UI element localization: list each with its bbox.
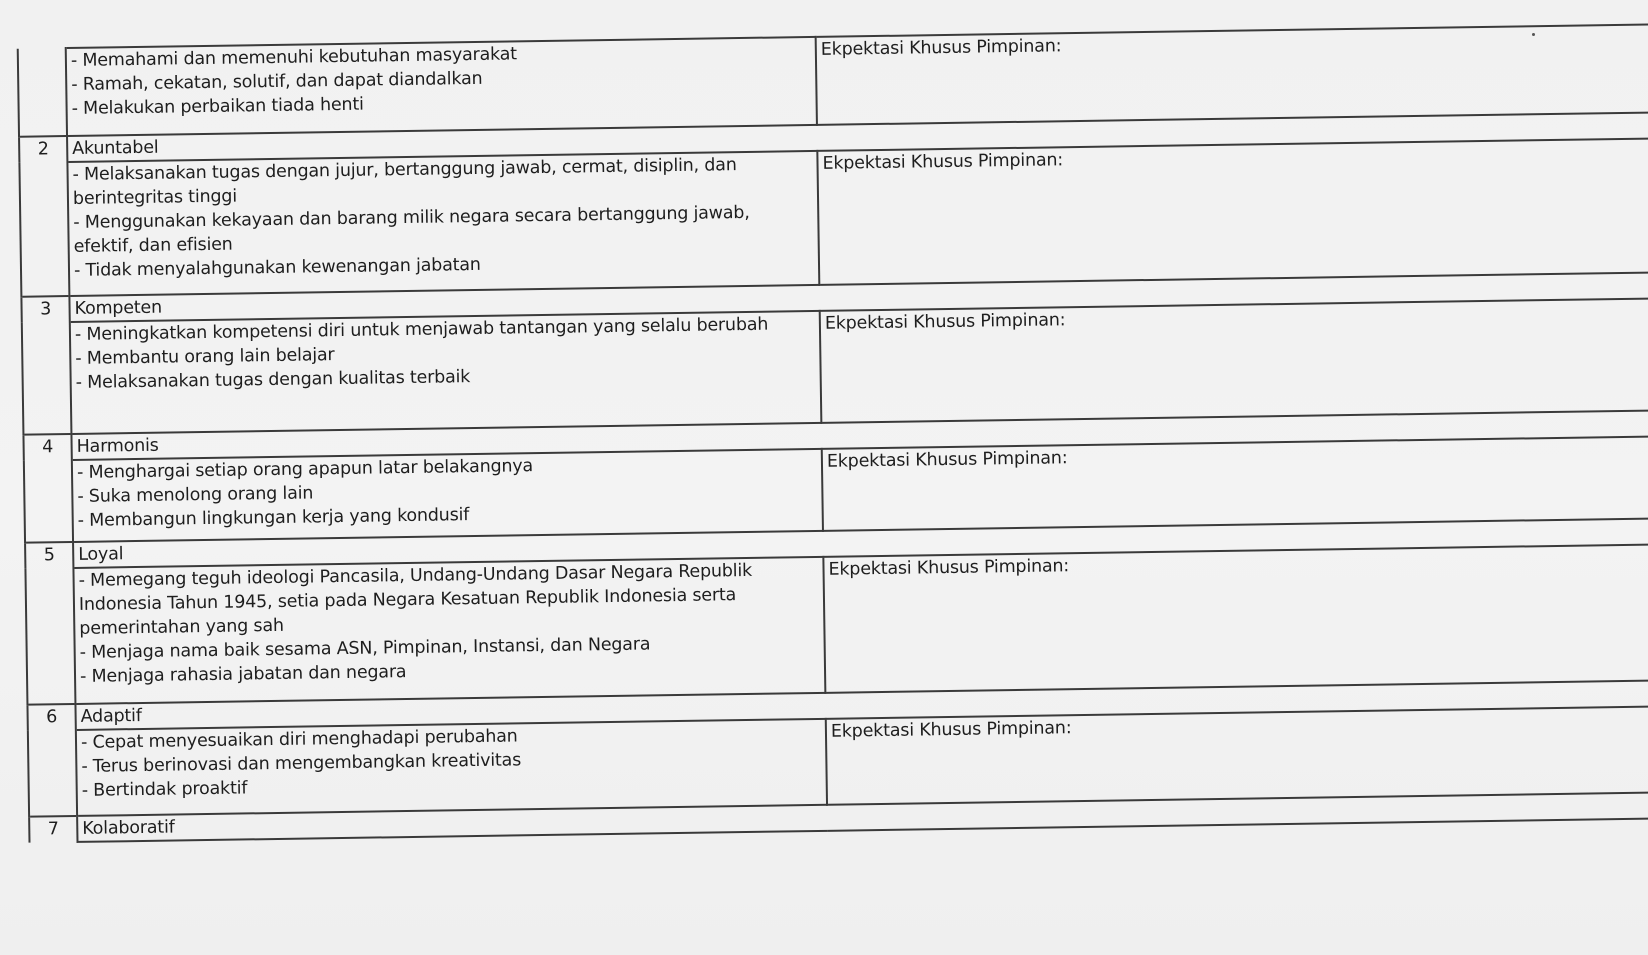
leader-expectation-label: Ekpektasi Khusus Pimpinan:	[822, 150, 1064, 174]
behavior-item: - Menghargai setiap orang apapun latar belakangnya	[76, 456, 534, 483]
leader-expectation-cell	[817, 138, 1648, 285]
behavior-item: - Membangun lingkungan kerja yang kondusif	[77, 505, 470, 531]
value-detail-row	[19, 138, 1648, 297]
value-description-cell	[72, 449, 823, 542]
value-number: 3	[21, 296, 69, 323]
value-number-cell	[28, 730, 77, 817]
value-number-cell	[18, 48, 67, 137]
value-name: Kompeten	[69, 272, 1648, 322]
value-number-cell	[24, 460, 73, 543]
behavior-item: - Memegang teguh ideologi Pancasila, Undang-Undang Dasar Negara Republik Indonesia Tahun 1945, setia pada Negara Kesatuan Republik Indonesia serta pemerintahan yang sah	[78, 560, 753, 639]
value-description-cell	[73, 557, 825, 704]
behavior-item: - Melaksanakan tugas dengan jujur, bertanggung jawab, cermat, disiplin, dan berintegritas tinggi	[72, 155, 737, 209]
leader-expectation-cell	[826, 705, 1648, 804]
behavior-item: - Menggunakan kekayaan dan barang milik negara secara bertanggung jawab, efektif, dan efisien	[73, 202, 750, 257]
behavior-item: - Membantu orang lain belajar	[75, 345, 335, 369]
core-values-table	[17, 23, 1648, 844]
behavior-item: - Meningkatkan kompetensi diri untuk menjawab tantangan yang selalu berubah	[74, 314, 769, 345]
value-number-cell	[25, 568, 75, 705]
behavior-item: - Memahami dan memenuhi kebutuhan masyarakat	[70, 44, 518, 71]
value-name: Loyal	[73, 517, 1648, 567]
leader-expectation-cell	[823, 543, 1648, 692]
behavior-item: - Cepat menyesuaikan diri menghadapi perubahan	[80, 726, 518, 753]
behavior-item: - Tidak menyalahgunakan kewenangan jabatan	[73, 254, 481, 281]
value-detail-row	[25, 543, 1648, 704]
behavior-item: - Ramah, cekatan, solutif, dan dapat diandalkan	[71, 68, 483, 95]
value-name: Akuntabel	[67, 112, 1648, 162]
leader-expectation-label: Ekpektasi Khusus Pimpinan:	[820, 36, 1062, 60]
behavior-item: - Terus berinovasi dan mengembangkan kreativitas	[81, 750, 522, 777]
value-description-cell	[76, 719, 827, 816]
leader-expectation-cell	[816, 24, 1648, 125]
behavior-item: - Bertindak proaktif	[81, 778, 248, 801]
leader-expectation-label: Ekpektasi Khusus Pimpinan:	[824, 310, 1066, 334]
value-number: 5	[25, 542, 73, 569]
leader-expectation-cell	[820, 298, 1648, 423]
value-name: Harmonis	[71, 410, 1648, 460]
behavior-item: - Melakukan perbaikan tiada henti	[71, 94, 364, 119]
value-description-cell	[66, 37, 817, 136]
value-number-cell	[22, 322, 72, 435]
behavior-item: - Melaksanakan tugas dengan kualitas terbaik	[75, 367, 471, 393]
leader-expectation-cell	[822, 436, 1648, 531]
leader-expectation-label: Ekpektasi Khusus Pimpinan:	[828, 556, 1070, 580]
leader-expectation-label: Ekpektasi Khusus Pimpinan:	[830, 718, 1072, 742]
value-number: 6	[27, 704, 75, 731]
value-number: 4	[23, 434, 71, 461]
behavior-item: - Menjaga nama baik sesama ASN, Pimpinan, Instansi, dan Negara	[79, 634, 651, 663]
value-number: 7	[29, 816, 77, 843]
behavior-item: - Suka menolong orang lain	[77, 483, 314, 507]
behavior-item: - Menjaga rahasia jabatan dan negara	[79, 662, 407, 687]
leader-expectation-label: Ekpektasi Khusus Pimpinan:	[826, 448, 1068, 472]
value-number-cell	[19, 162, 69, 297]
value-name: Adaptif	[75, 679, 1648, 729]
value-description-cell	[70, 311, 822, 434]
value-name: Kolaboratif	[77, 791, 1648, 841]
value-number: 2	[19, 136, 67, 163]
value-description-cell	[67, 151, 819, 296]
